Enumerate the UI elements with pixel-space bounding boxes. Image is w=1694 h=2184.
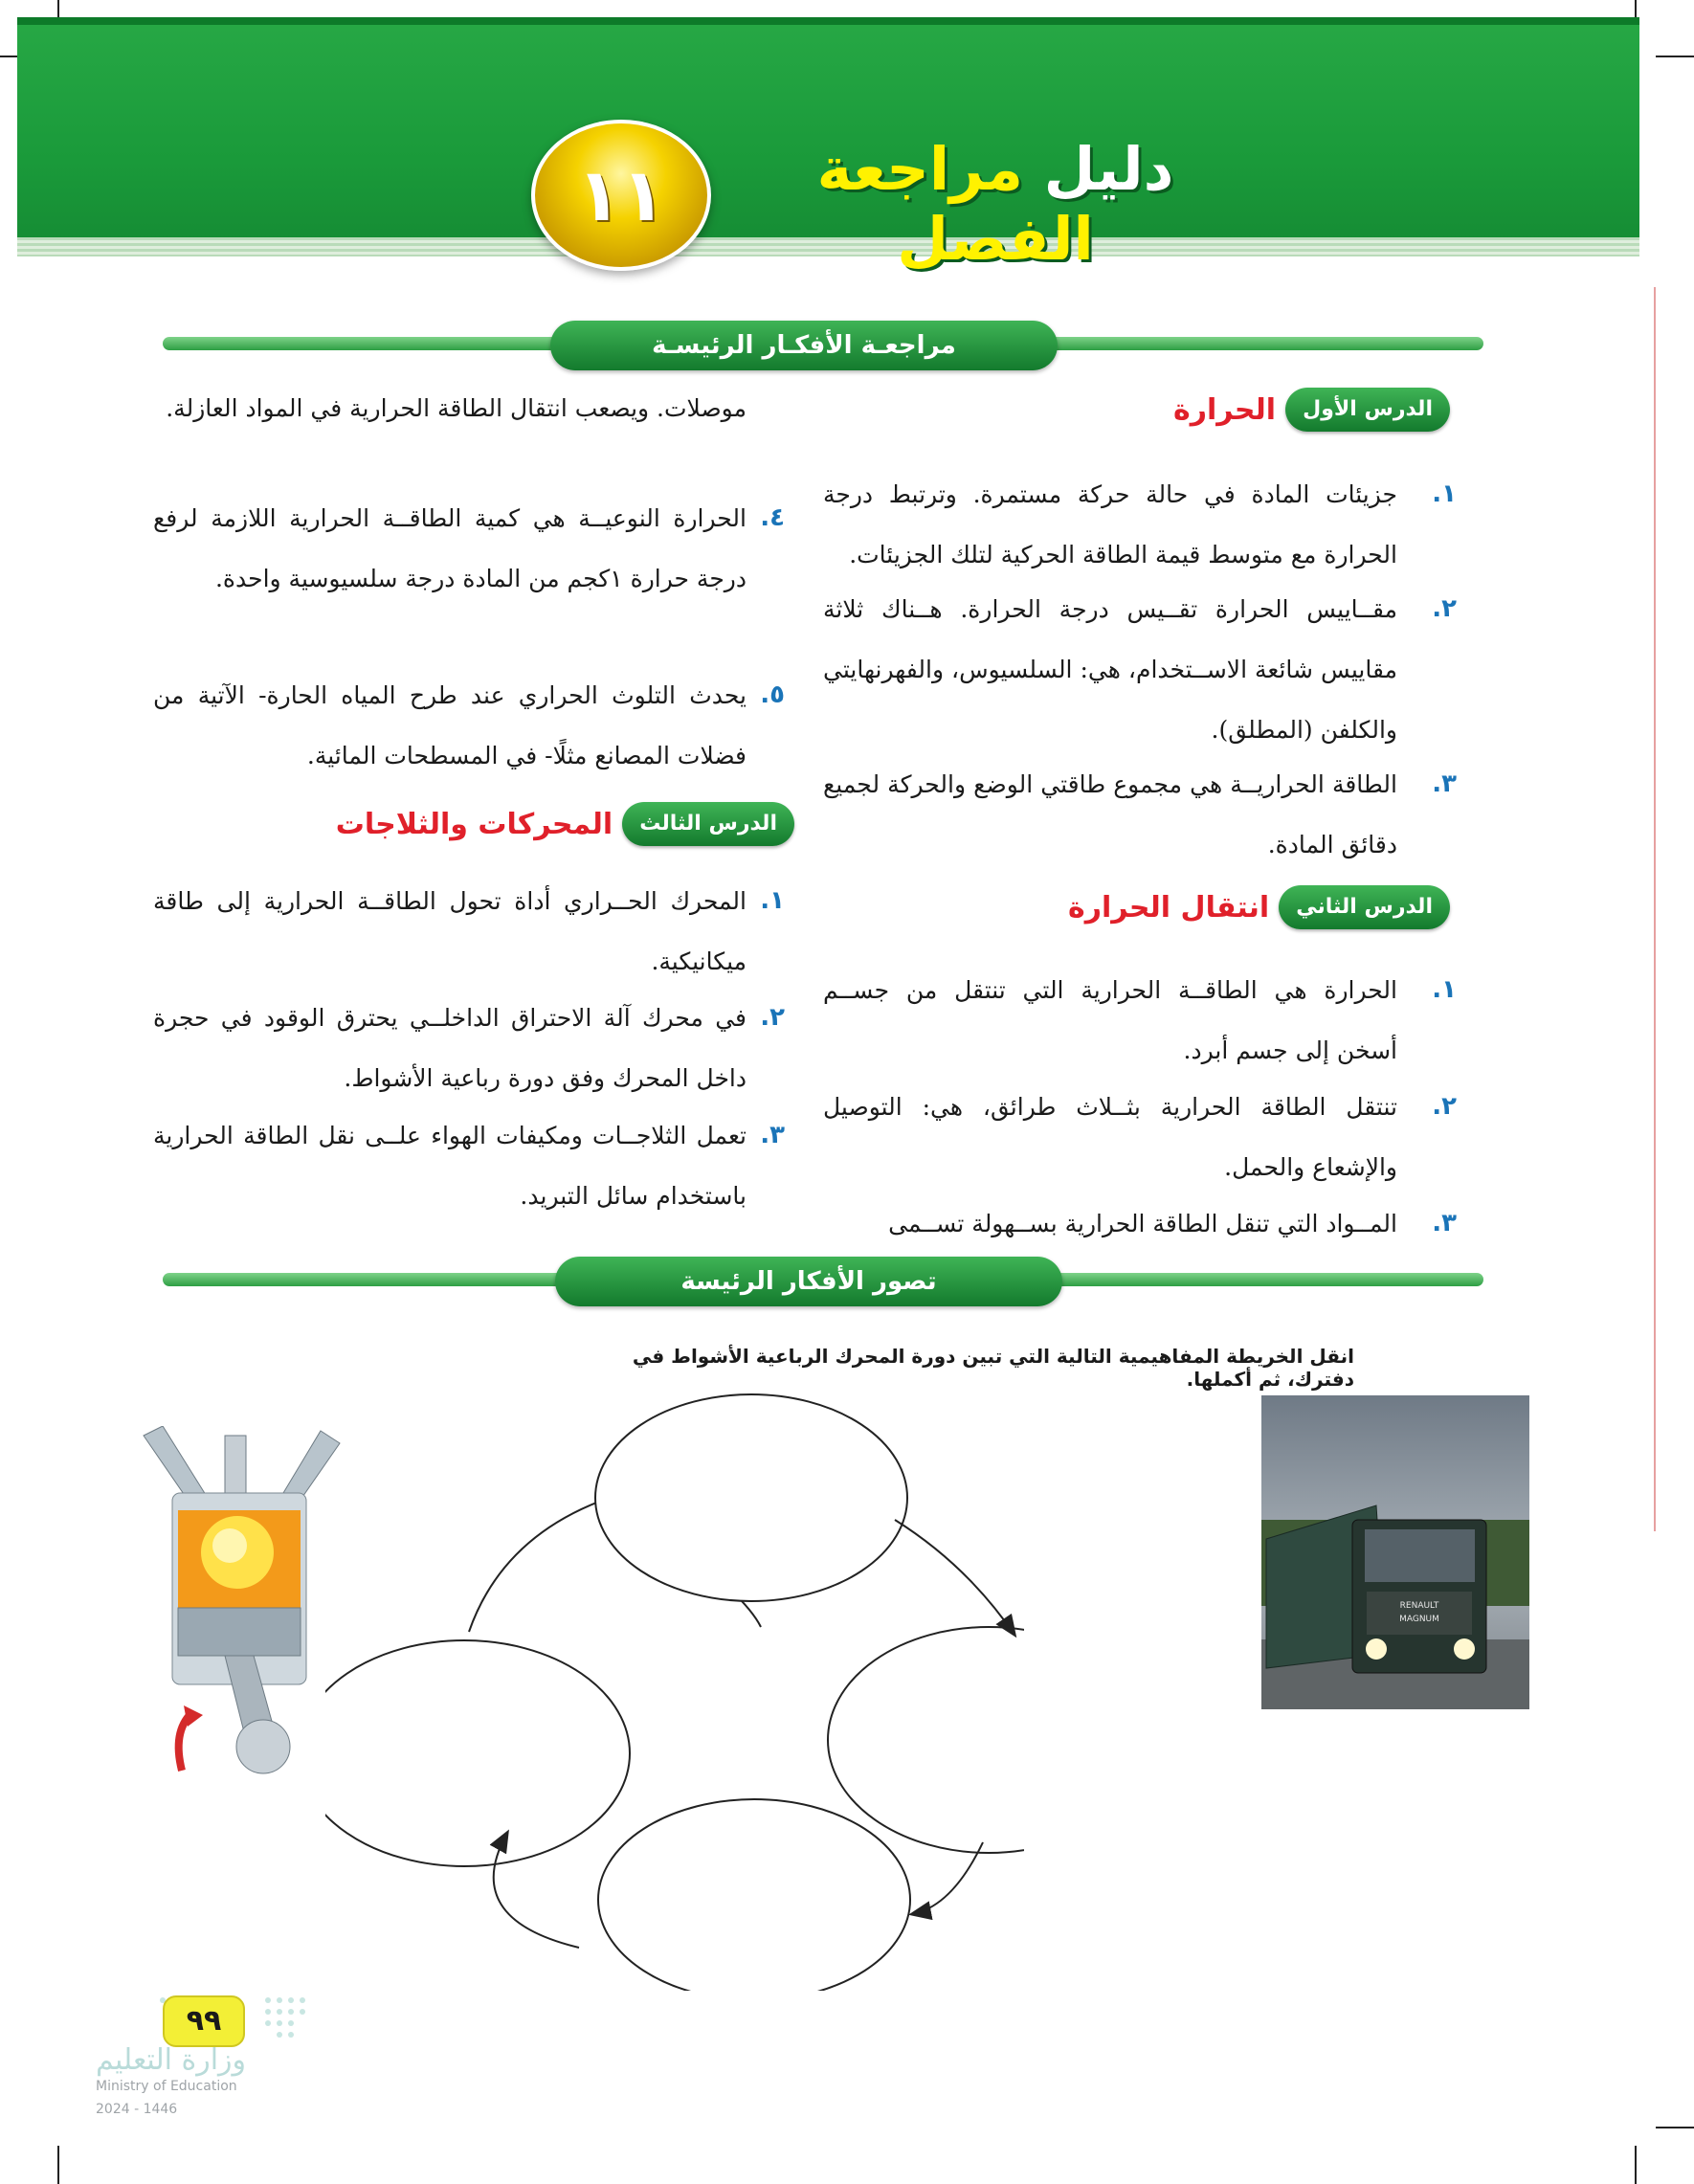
list-item bbox=[823, 464, 1457, 585]
truck-photo bbox=[1261, 1395, 1529, 1709]
item-text: تعمل الثلاجــات ومكيفات الهواء علــى نقل الطاقة الحرارية باستخدام سائل التبريد. bbox=[153, 1122, 747, 1210]
edition-year: 2024 - 1446 bbox=[96, 2102, 178, 2117]
crop-mark bbox=[57, 2146, 59, 2184]
map-node-left bbox=[325, 1640, 630, 1866]
list-item bbox=[153, 988, 785, 1108]
list-item bbox=[153, 1105, 785, 1226]
concept-map bbox=[325, 1378, 1024, 1991]
list-item bbox=[153, 871, 785, 992]
lesson-name: الحرارة bbox=[1173, 392, 1277, 427]
headlight-right bbox=[1454, 1638, 1475, 1660]
item-number: ١. bbox=[1432, 479, 1457, 508]
spark-plug bbox=[225, 1436, 246, 1493]
item-text: يحدث التلوث الحراري عند طرح المياه الحارة- الآتية من فضلات المصانع مثلًا- في المسطحات المائية. bbox=[153, 681, 747, 769]
piston bbox=[178, 1608, 301, 1656]
list-item bbox=[823, 1077, 1457, 1197]
headlight-left bbox=[1366, 1638, 1387, 1660]
item-number: ٢. bbox=[760, 1003, 785, 1032]
item-text: جزيئات المادة في حالة حركة مستمرة. وترتبط درجة الحرارة مع متوسط قيمة الطاقة الحركية لتلك الجزيئات. bbox=[823, 480, 1397, 568]
engine-piston-illustration bbox=[134, 1426, 354, 1790]
crop-mark bbox=[1656, 2127, 1694, 2128]
explosion-center bbox=[212, 1528, 247, 1563]
lesson3-heading bbox=[278, 802, 794, 850]
margin-line bbox=[1654, 287, 1656, 1531]
chapter-number-badge: ١١ bbox=[531, 120, 711, 271]
list-item bbox=[823, 1193, 1457, 1254]
page-title bbox=[727, 134, 1263, 274]
list-item bbox=[153, 665, 785, 786]
item-text: المحرك الحــراري أداة تحول الطاقــة الحرارية إلى طاقة ميكانيكية. bbox=[153, 887, 747, 975]
truck-label-2: MAGNUM bbox=[1399, 1615, 1439, 1624]
crop-mark bbox=[1656, 56, 1694, 57]
map-node-right bbox=[828, 1627, 1024, 1853]
item-text: تنتقل الطاقة الحرارية بثــلاث طرائق، هي: التوصيل والإشعاع والحمل. bbox=[823, 1093, 1397, 1181]
lesson-name: انتقال الحرارة bbox=[1068, 890, 1270, 925]
cycle-arrow bbox=[895, 1520, 1014, 1635]
item-text: الحرارة النوعيــة هي كمية الطاقــة الحرارية اللازمة لرفع درجة حرارة ١كجم من المادة درجة سلسيوسية واحدة. bbox=[153, 504, 747, 592]
ministry-name-en: Ministry of Education bbox=[96, 2079, 237, 2094]
truck-label-1: RENAULT bbox=[1399, 1601, 1439, 1611]
item-number: ٢. bbox=[1432, 594, 1457, 623]
truck-grille bbox=[1367, 1592, 1472, 1635]
crop-mark bbox=[1635, 2146, 1637, 2184]
item-text: مقــاييس الحرارة تقــيس درجة الحرارة. هــناك ثلاثة مقاييس شائعة الاســتخدام، هي: السلسيوس، والفهرنهايتي والكلفن (المطلق). bbox=[823, 595, 1397, 744]
item-text: الطاقة الحراريــة هي مجموع طاقتي الوضع والحركة لجميع دقائق المادة. bbox=[823, 770, 1397, 858]
lesson-tag: الدرس الثالث bbox=[622, 802, 794, 846]
item-number: ٣. bbox=[1432, 769, 1457, 798]
title-part2: مراجعة الفصل bbox=[816, 134, 1094, 274]
truck-windshield bbox=[1365, 1529, 1475, 1582]
map-node-top bbox=[595, 1394, 907, 1601]
lesson1-heading bbox=[1062, 388, 1450, 435]
item-number: ١. bbox=[1432, 975, 1457, 1004]
page-number: ٩٩ bbox=[163, 1995, 245, 2047]
title-part1: دليل bbox=[1043, 134, 1174, 204]
item-number: ٣. bbox=[760, 1121, 785, 1149]
list-item bbox=[823, 754, 1457, 875]
lesson-tag: الدرس الثاني bbox=[1279, 885, 1450, 929]
item-number: ٤. bbox=[760, 503, 785, 532]
continuation-text: موصلات. ويصعب انتقال الطاقة الحرارية في المواد العازلة. bbox=[166, 394, 747, 422]
section-heading-visualize: تصور الأفكار الرئيسة bbox=[555, 1257, 1062, 1306]
lesson-tag: الدرس الأول bbox=[1285, 388, 1450, 432]
item-text: الحرارة هي الطاقــة الحرارية التي تنتقل من جســم أسخن إلى جسم أبرد. bbox=[823, 976, 1397, 1064]
map-node-bottom bbox=[598, 1799, 910, 1991]
item-number: ١. bbox=[760, 886, 785, 915]
list-item bbox=[153, 488, 785, 609]
ministry-name-ar: وزارة التعليم bbox=[96, 2043, 247, 2077]
item-text: في محرك آلة الاحتراق الداخلــي يحترق الوقود في حجرة داخل المحرك وفق دورة رباعية الأشواط. bbox=[153, 1004, 747, 1092]
lesson2-heading bbox=[1014, 885, 1450, 933]
section-heading-main-ideas: مراجعـة الأفكـار الرئيسـة bbox=[550, 321, 1058, 370]
list-item bbox=[823, 960, 1457, 1081]
crankshaft bbox=[236, 1720, 290, 1773]
header-top-stripe bbox=[17, 17, 1639, 25]
list-item bbox=[823, 579, 1457, 760]
item-number: ٢. bbox=[1432, 1092, 1457, 1121]
concept-map-instruction: انقل الخريطة المفاهيمية التالية التي تبين دورة المحرك الرباعية الأشواط في دفترك، ثم أكملها. bbox=[632, 1345, 1354, 1391]
item-number: ٣. bbox=[1432, 1209, 1457, 1237]
item-text: المــواد التي تنقل الطاقة الحرارية بســهولة تســمى bbox=[888, 1210, 1397, 1237]
item-number: ٥. bbox=[760, 680, 785, 709]
lesson-name: المحركات والثلاجات bbox=[335, 807, 613, 841]
